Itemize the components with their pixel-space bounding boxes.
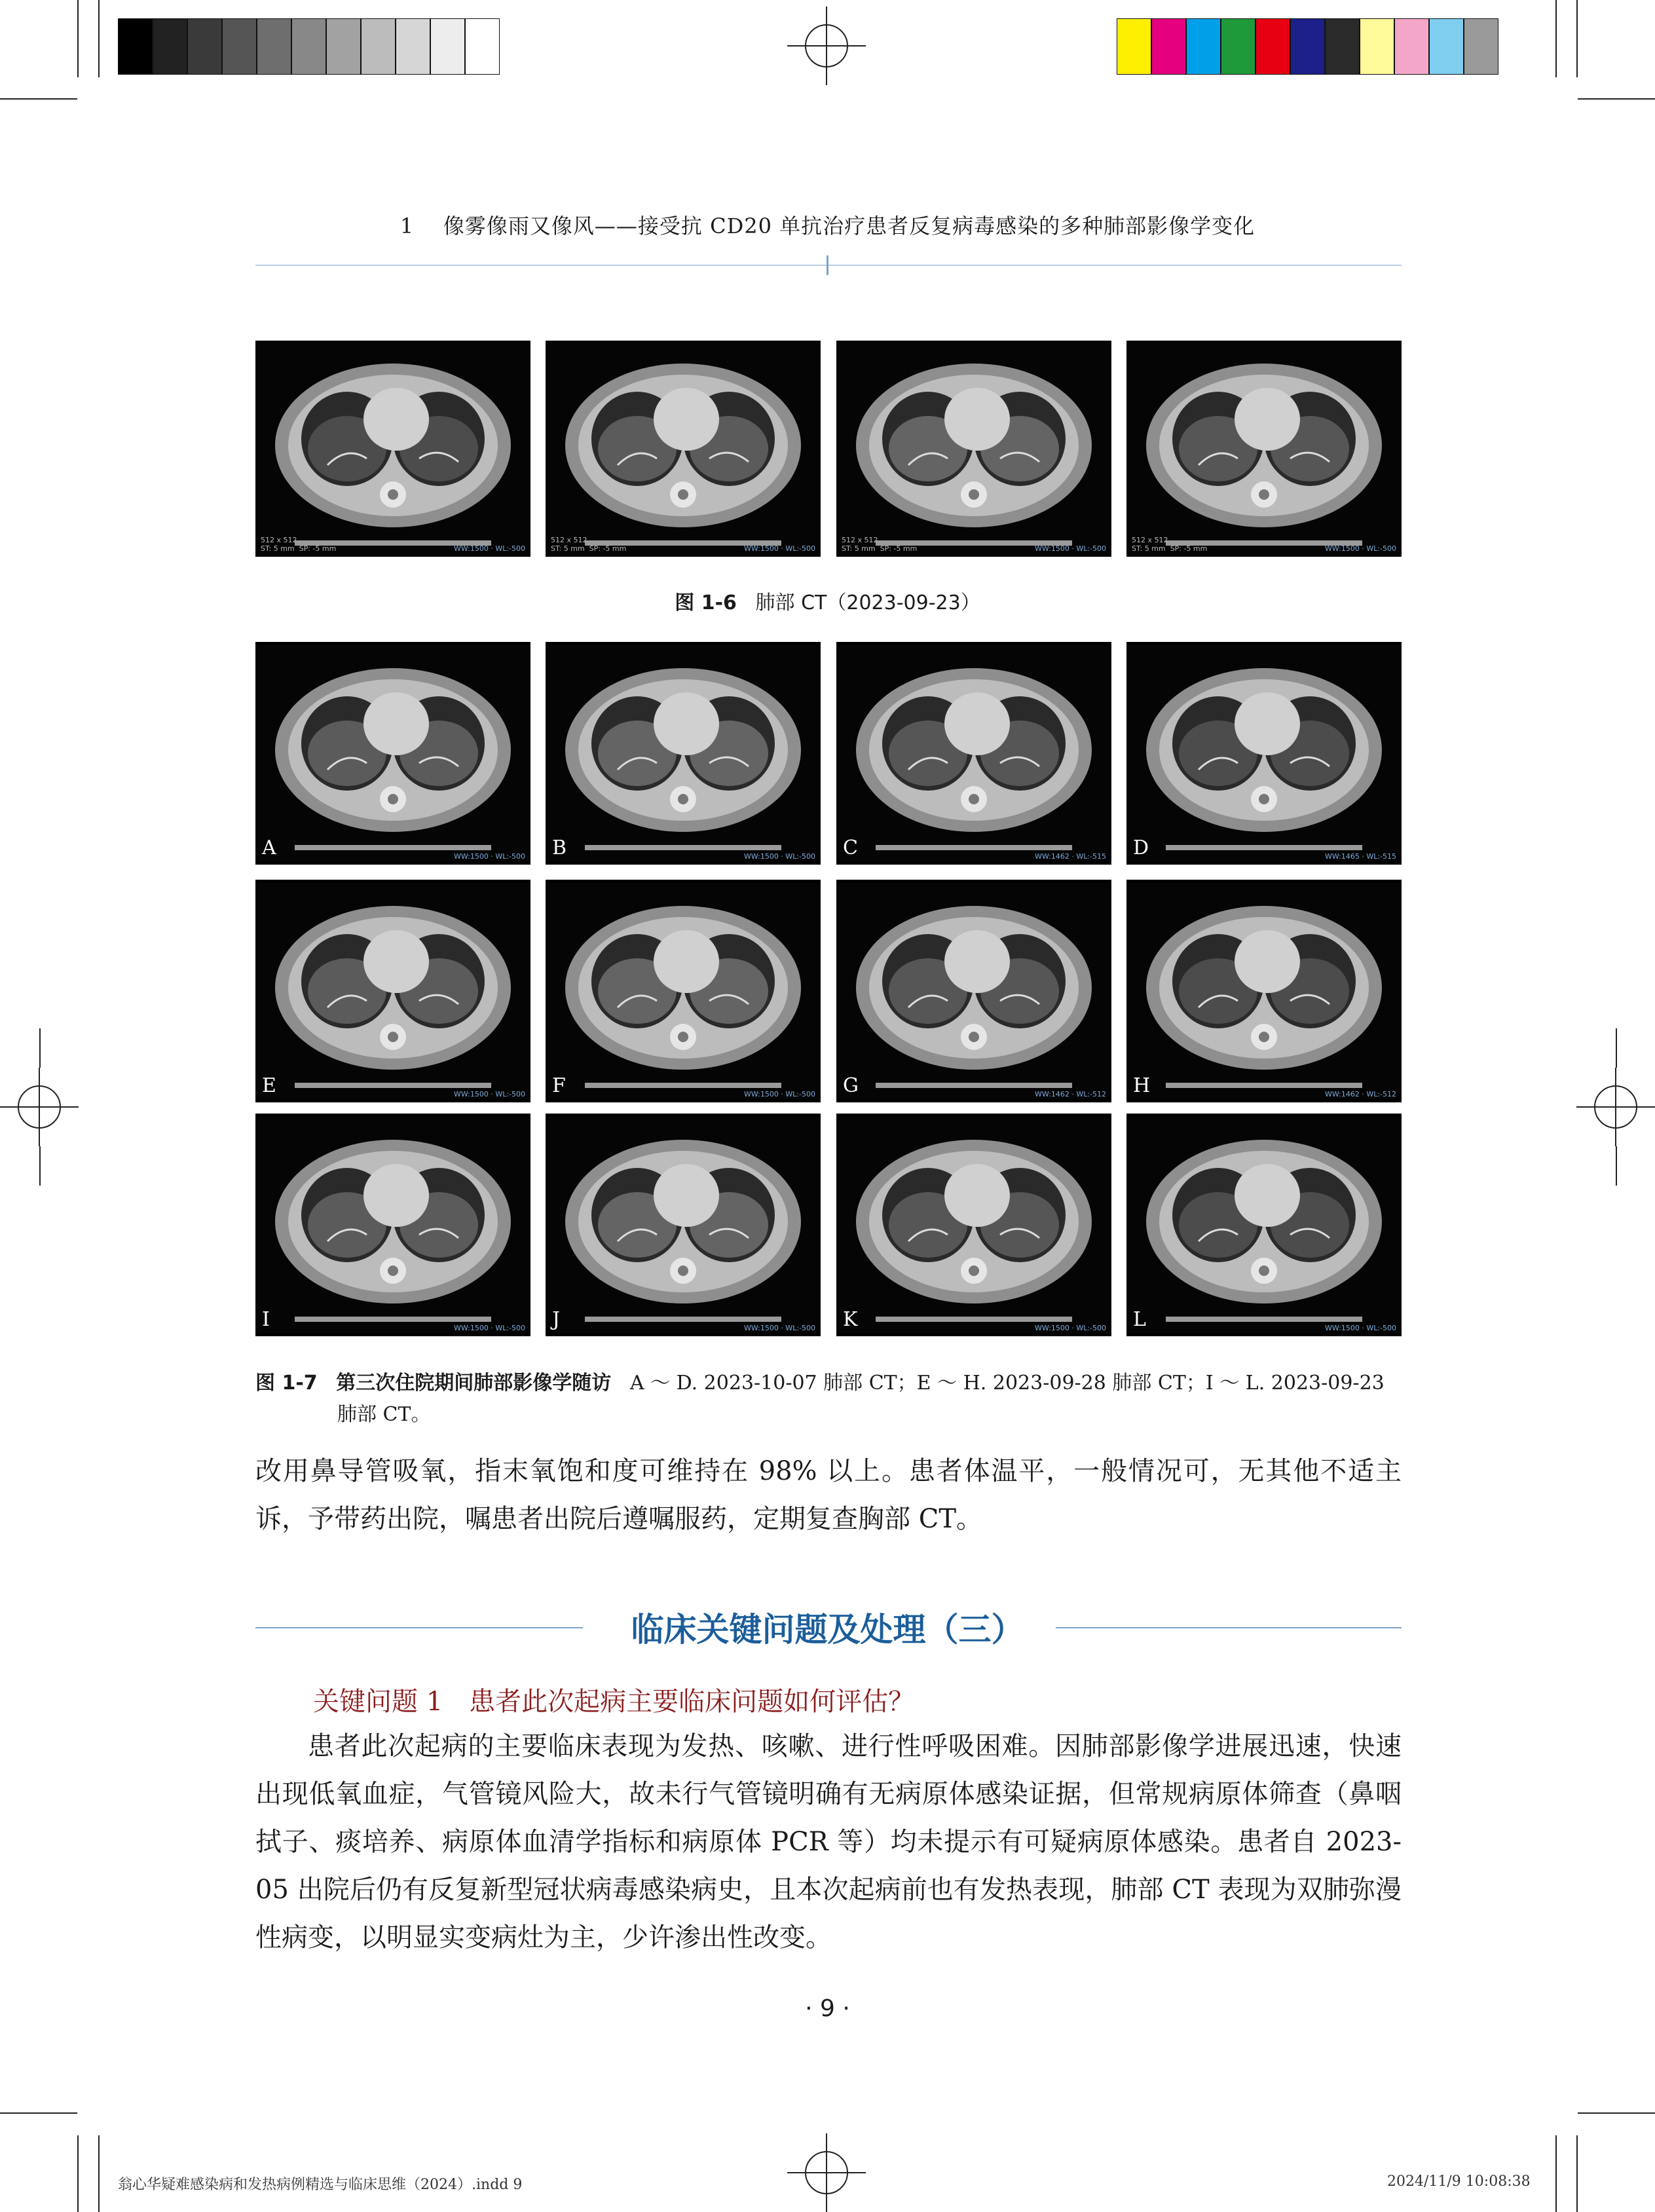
color-swatch (465, 18, 500, 75)
key-question: 关键问题 1 患者此次起病主要临床问题如何评估？ (313, 1687, 915, 1717)
crop-mark (1576, 0, 1578, 77)
window-level-readout: WW:1500 · WL:-500 (454, 1090, 525, 1098)
window-level-readout: WW:1462 · WL:-512 (1035, 1090, 1106, 1098)
chapter-title: 像雾像雨又像风——接受抗 CD20 单抗治疗患者反复病毒感染的多种肺部影像学变化 (443, 214, 1255, 238)
panel-label: G (843, 1074, 859, 1097)
window-level-readout: WW:1500 · WL:-500 (1035, 544, 1106, 553)
figure-caption-text-cont: 肺部 CT。 (337, 1403, 431, 1426)
figure-number: 图 1-6 (675, 591, 737, 614)
window-level-readout: WW:1462 · WL:-515 (1035, 852, 1106, 861)
color-swatch (187, 18, 222, 75)
panel-label: I (262, 1308, 270, 1331)
crop-mark (0, 98, 77, 100)
figure-caption-title: 第三次住院期间肺部影像学随访 (336, 1372, 612, 1395)
ct-scan-image (546, 341, 821, 557)
color-swatch (396, 18, 430, 75)
crop-mark (0, 2112, 77, 2114)
chapter-number: 1 (400, 214, 415, 238)
crop-mark (77, 2135, 79, 2212)
panel-label: B (552, 836, 567, 859)
color-swatch (326, 18, 361, 75)
registration-mark (0, 1068, 79, 1146)
color-swatch (430, 18, 465, 75)
panel-label: C (843, 836, 858, 859)
paragraph-1: 改用鼻导管吸氧，指末氧饱和度可维持在 98% 以上。患者体温平，一般情况可，无其他不适主诉，予带药出院，嘱患者出院后遵嘱服药，定期复查胸部 CT。 (255, 1456, 1402, 1534)
ct-scan-image (255, 642, 530, 865)
color-swatch (1290, 18, 1325, 75)
crop-mark (98, 2135, 100, 2212)
color-swatch (118, 18, 153, 75)
crop-mark (1578, 2112, 1655, 2114)
window-level-readout: WW:1500 · WL:-500 (454, 852, 525, 861)
panel-label: F (552, 1074, 566, 1097)
ct-scan-image (836, 341, 1111, 557)
color-swatch (1325, 18, 1360, 75)
crop-mark (77, 0, 79, 77)
scan-meta: 512 x 512 ST: 5 mm SP: -5 mm (551, 536, 627, 553)
color-swatch (1117, 18, 1151, 75)
color-swatch (222, 18, 257, 75)
window-level-readout: WW:1500 · WL:-500 (454, 544, 525, 553)
scan-meta: 512 x 512 ST: 5 mm SP: -5 mm (1132, 536, 1208, 553)
panel-label: E (262, 1074, 276, 1097)
ct-scan-image (255, 341, 530, 557)
window-level-readout: WW:1500 · WL:-500 (744, 1090, 815, 1098)
color-swatch (1394, 18, 1429, 75)
section-title: 临床关键问题及处理（三） (631, 1610, 1024, 1649)
ct-scan-image (836, 880, 1111, 1102)
panel-label: J (552, 1308, 561, 1331)
color-swatch (1186, 18, 1221, 75)
panel-label: K (843, 1308, 858, 1331)
color-swatch (1464, 18, 1498, 75)
window-level-readout: WW:1500 · WL:-500 (744, 544, 815, 553)
crop-mark (1578, 98, 1655, 100)
ct-scan-image (546, 642, 821, 865)
window-level-readout: WW:1465 · WL:-515 (1325, 852, 1396, 861)
registration-mark (787, 7, 866, 85)
color-swatch (1360, 18, 1394, 75)
window-level-readout: WW:1500 · WL:-500 (744, 1324, 815, 1332)
ct-scan-image (836, 642, 1111, 865)
window-level-readout: WW:1500 · WL:-500 (454, 1324, 525, 1332)
header-rule-tick (827, 255, 828, 275)
ct-scan-image (255, 880, 530, 1102)
registration-mark (1576, 1068, 1655, 1146)
scan-meta: 512 x 512 ST: 5 mm SP: -5 mm (842, 536, 918, 553)
process-color-bar (1117, 18, 1498, 76)
timestamp-slug: 2024/11/9 10:08:38 (1387, 2173, 1531, 2190)
color-swatch (1429, 18, 1464, 75)
grayscale-color-bar (118, 18, 500, 76)
window-level-readout: WW:1462 · WL:-512 (1325, 1090, 1396, 1098)
figure-number: 图 1-7 (255, 1372, 318, 1395)
window-level-readout: WW:1500 · WL:-500 (744, 852, 815, 861)
ct-scan-image (1126, 642, 1402, 865)
running-head (0, 210, 1655, 240)
figure-caption-text: 肺部 CT（2023-09-23） (755, 591, 980, 614)
color-swatch (291, 18, 326, 75)
panel-label: A (262, 836, 276, 859)
panel-label: L (1133, 1308, 1146, 1331)
ct-scan-image (836, 1114, 1111, 1336)
crop-mark (39, 1028, 41, 1068)
panel-label: H (1133, 1074, 1151, 1097)
crop-mark (1555, 2135, 1557, 2212)
panel-label: D (1133, 836, 1149, 859)
ct-scan-image (1126, 341, 1402, 557)
color-swatch (153, 18, 187, 75)
figure-1-6-caption (0, 586, 1655, 615)
color-swatch (1255, 18, 1290, 75)
figure-1-7-caption (255, 1368, 1408, 1431)
crop-mark (1576, 2135, 1578, 2212)
window-level-readout: WW:1500 · WL:-500 (1035, 1324, 1106, 1332)
ct-scan-image (255, 1114, 530, 1336)
crop-mark (39, 1146, 41, 1186)
ct-scan-image (1126, 1114, 1402, 1336)
file-slug: 翁心华疑难感染病和发热病例精选与临床思维（2024）.indd 9 (118, 2177, 523, 2193)
crop-mark (1616, 1146, 1617, 1186)
figure-caption-text: A ～ D. 2023-10-07 肺部 CT；E ～ H. 2023-09-28 肺部 CT；I ～ L. 2023-09-23 (629, 1372, 1385, 1395)
ct-scan-image (546, 1114, 821, 1336)
window-level-readout: WW:1500 · WL:-500 (1325, 544, 1396, 553)
page-number: · 9 · (805, 1995, 850, 2022)
scan-meta: 512 x 512 ST: 5 mm SP: -5 mm (261, 536, 337, 553)
ct-scan-image (546, 880, 821, 1102)
crop-mark (1616, 1028, 1617, 1068)
crop-mark (1555, 0, 1557, 77)
color-swatch (1151, 18, 1186, 75)
color-swatch (361, 18, 396, 75)
header-rule (255, 265, 1402, 266)
crop-mark (98, 0, 100, 77)
paragraph-2: 患者此次起病的主要临床表现为发热、咳嗽、进行性呼吸困难。因肺部影像学进展迅速，快速出现低氧血症，气管镜风险大，故未行气管镜明确有无病原体感染证据，但常规病原体筛查（鼻咽拭子、痰培养、病原体血清学指标和病原体 PCR 等）均未提示有可疑病原体感染。患者自 2023-05 出院后仍有反复新型冠状病毒感染病史，且本次起病前也有发热表现，肺部 CT 表现为双肺弥漫性病变，以明显实变病灶为主，少许渗出性改变。 (255, 1731, 1402, 1953)
registration-mark (787, 2133, 866, 2212)
color-swatch (257, 18, 291, 75)
color-swatch (1221, 18, 1255, 75)
window-level-readout: WW:1500 · WL:-500 (1325, 1324, 1396, 1332)
ct-scan-image (1126, 880, 1402, 1102)
